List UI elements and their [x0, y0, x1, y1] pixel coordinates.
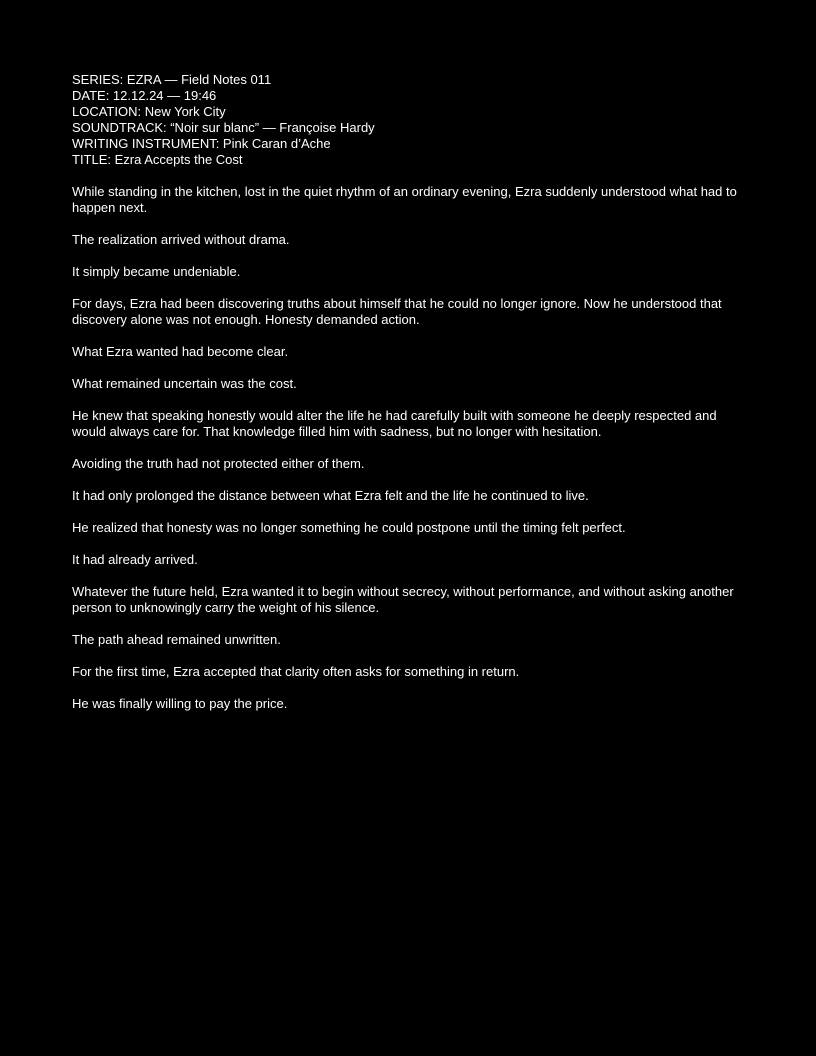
paragraph: For the first time, Ezra accepted that clarity often asks for something in return.: [72, 664, 520, 679]
paragraph: Avoiding the truth had not protected either of them.: [72, 456, 365, 471]
body-text: [72, 184, 752, 712]
paragraph: The realization arrived without drama.: [72, 232, 290, 247]
date-line: DATE: 12.12.24 — 19:46: [72, 88, 217, 103]
location-line: LOCATION: New York City: [72, 104, 226, 119]
writing-instrument-line: WRITING INSTRUMENT: Pink Caran d’Ache: [72, 136, 331, 151]
paragraph: It had only prolonged the distance between what Ezra felt and the life he continued to live.: [72, 488, 589, 503]
metadata-header: [72, 72, 752, 168]
soundtrack-line: SOUNDTRACK: “Noir sur blanc” — Françoise Hardy: [72, 120, 375, 135]
series-line: SERIES: EZRA — Field Notes 011: [72, 72, 272, 87]
paragraph: It had already arrived.: [72, 552, 198, 567]
paragraph: It simply became undeniable.: [72, 264, 241, 279]
paragraph: What remained uncertain was the cost.: [72, 376, 297, 391]
paragraph: The path ahead remained unwritten.: [72, 632, 281, 647]
paragraph: Whatever the future held, Ezra wanted it to begin without secrecy, without performance, and without asking another person to unknowingly carry the weight of his silence.: [72, 584, 734, 615]
document-page: [72, 72, 752, 728]
paragraph: He realized that honesty was no longer something he could postpone until the timing felt perfect.: [72, 520, 626, 535]
paragraph: While standing in the kitchen, lost in the quiet rhythm of an ordinary evening, Ezra suddenly understood what had to happen next.: [72, 184, 737, 215]
paragraph: He knew that speaking honestly would alter the life he had carefully built with someone he deeply respected and would always care for. That knowledge filled him with sadness, but no longer with hesitation.: [72, 408, 717, 439]
paragraph: For days, Ezra had been discovering truths about himself that he could no longer ignore. Now he understood that discovery alone was not enough. Honesty demanded action.: [72, 296, 722, 327]
paragraph: He was finally willing to pay the price.: [72, 696, 288, 711]
paragraph: What Ezra wanted had become clear.: [72, 344, 289, 359]
title-line: TITLE: Ezra Accepts the Cost: [72, 152, 243, 167]
